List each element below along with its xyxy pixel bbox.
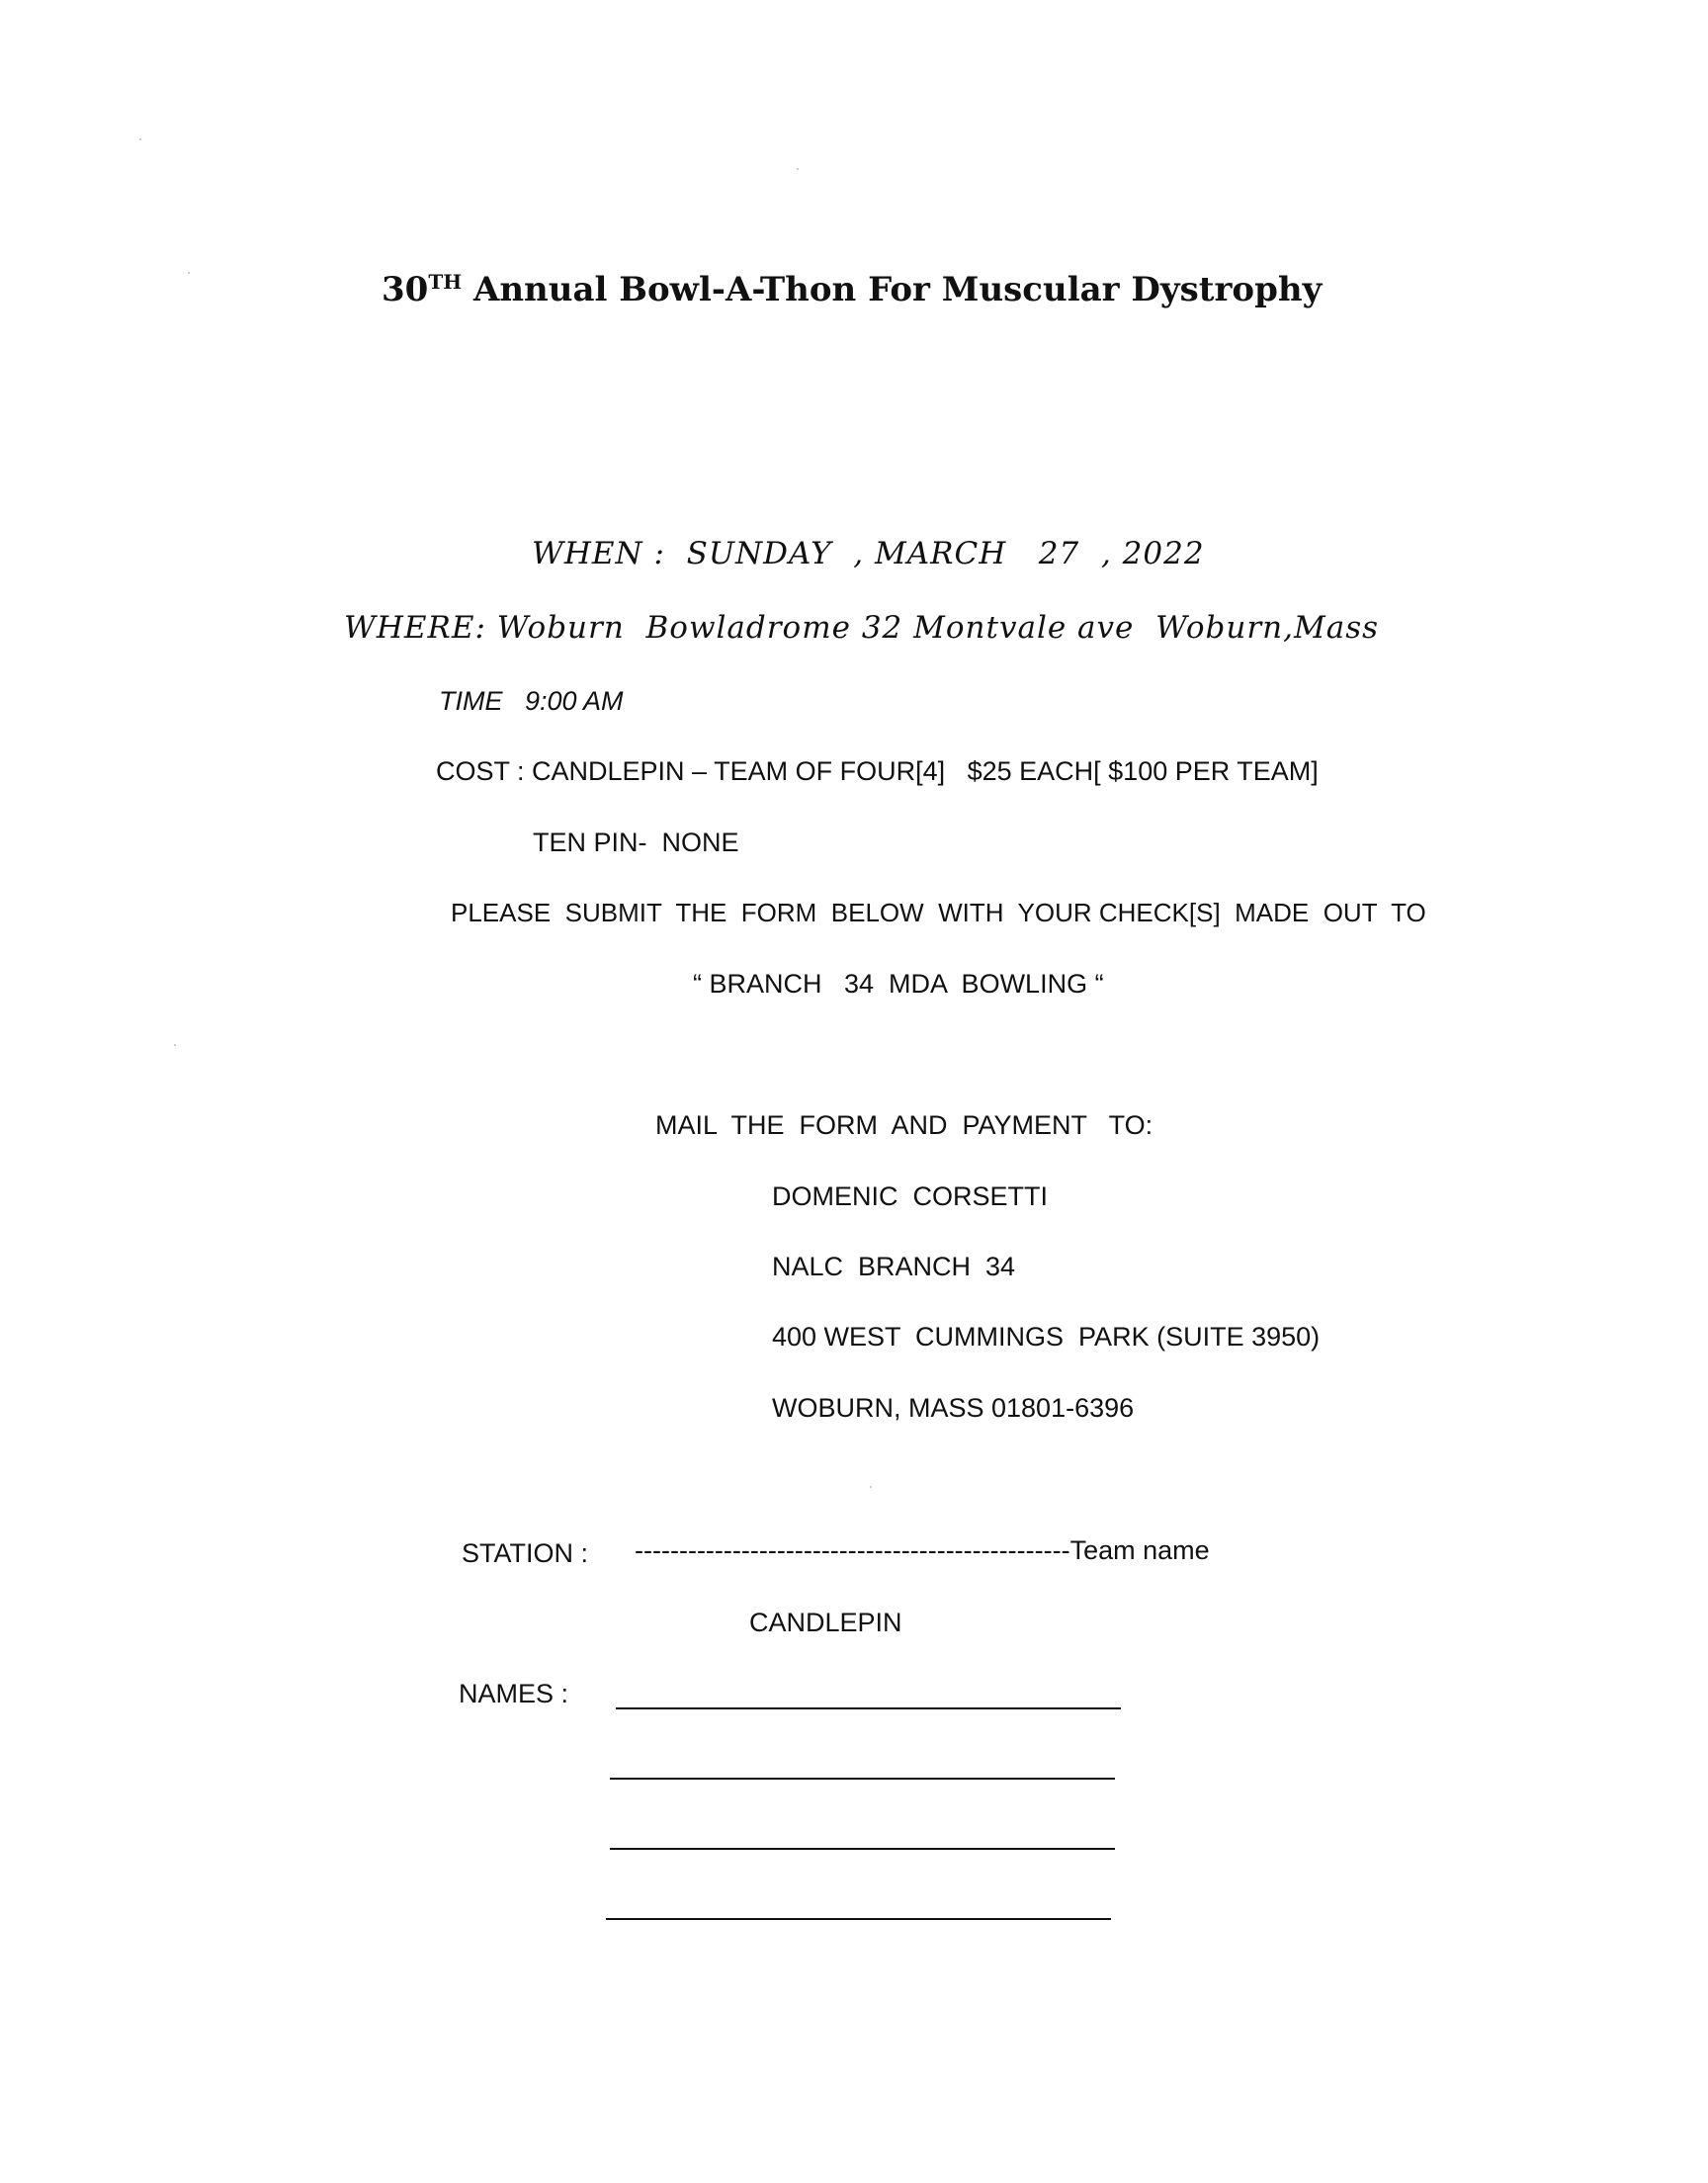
scan-speck xyxy=(174,1044,176,1046)
team-name-field[interactable]: -------------------------------------------------Team name xyxy=(635,1535,1210,1565)
where-line: WHERE: Woburn Bowladrome 32 Montvale ave Woburn,Mass xyxy=(344,610,1380,646)
station-label: STATION : xyxy=(462,1538,588,1568)
mail-address-line: WOBURN, MASS 01801-6396 xyxy=(772,1393,1135,1423)
name-blank-line[interactable] xyxy=(610,1778,1115,1780)
title-number: 30 xyxy=(382,270,429,309)
ten-pin-line: TEN PIN- NONE xyxy=(533,828,739,857)
name-blank-line[interactable] xyxy=(616,1707,1121,1709)
mail-address-line: DOMENIC CORSETTI xyxy=(772,1181,1049,1211)
submit-instructions: PLEASE SUBMIT THE FORM BELOW WITH YOUR CHECK[S] MADE OUT TO xyxy=(451,898,1426,927)
time-line: TIME 9:00 AM xyxy=(439,686,624,716)
scan-speck xyxy=(797,168,799,170)
scan-speck xyxy=(139,138,141,140)
page-title xyxy=(382,270,1322,309)
name-blank-line[interactable] xyxy=(606,1918,1111,1920)
candlepin-label: CANDLEPIN xyxy=(749,1608,902,1637)
scan-speck xyxy=(870,1486,872,1488)
names-label: NAMES : xyxy=(459,1679,569,1708)
mail-heading: MAIL THE FORM AND PAYMENT TO: xyxy=(655,1110,1153,1140)
scan-speck xyxy=(188,272,190,274)
name-blank-line[interactable] xyxy=(610,1848,1115,1850)
title-text: Annual Bowl-A-Thon For Muscular Dystrophy xyxy=(462,270,1323,309)
payee-line: “ BRANCH 34 MDA BOWLING “ xyxy=(693,969,1104,999)
mail-address-line: NALC BRANCH 34 xyxy=(772,1252,1016,1281)
cost-line: COST : CANDLEPIN – TEAM OF FOUR[4] $25 EACH[ $100 PER TEAM] xyxy=(436,756,1319,786)
mail-address-line: 400 WEST CUMMINGS PARK (SUITE 3950) xyxy=(772,1322,1321,1352)
when-line: WHEN : SUNDAY , MARCH 27 , 2022 xyxy=(532,536,1205,571)
title-suffix: TH xyxy=(428,270,463,294)
